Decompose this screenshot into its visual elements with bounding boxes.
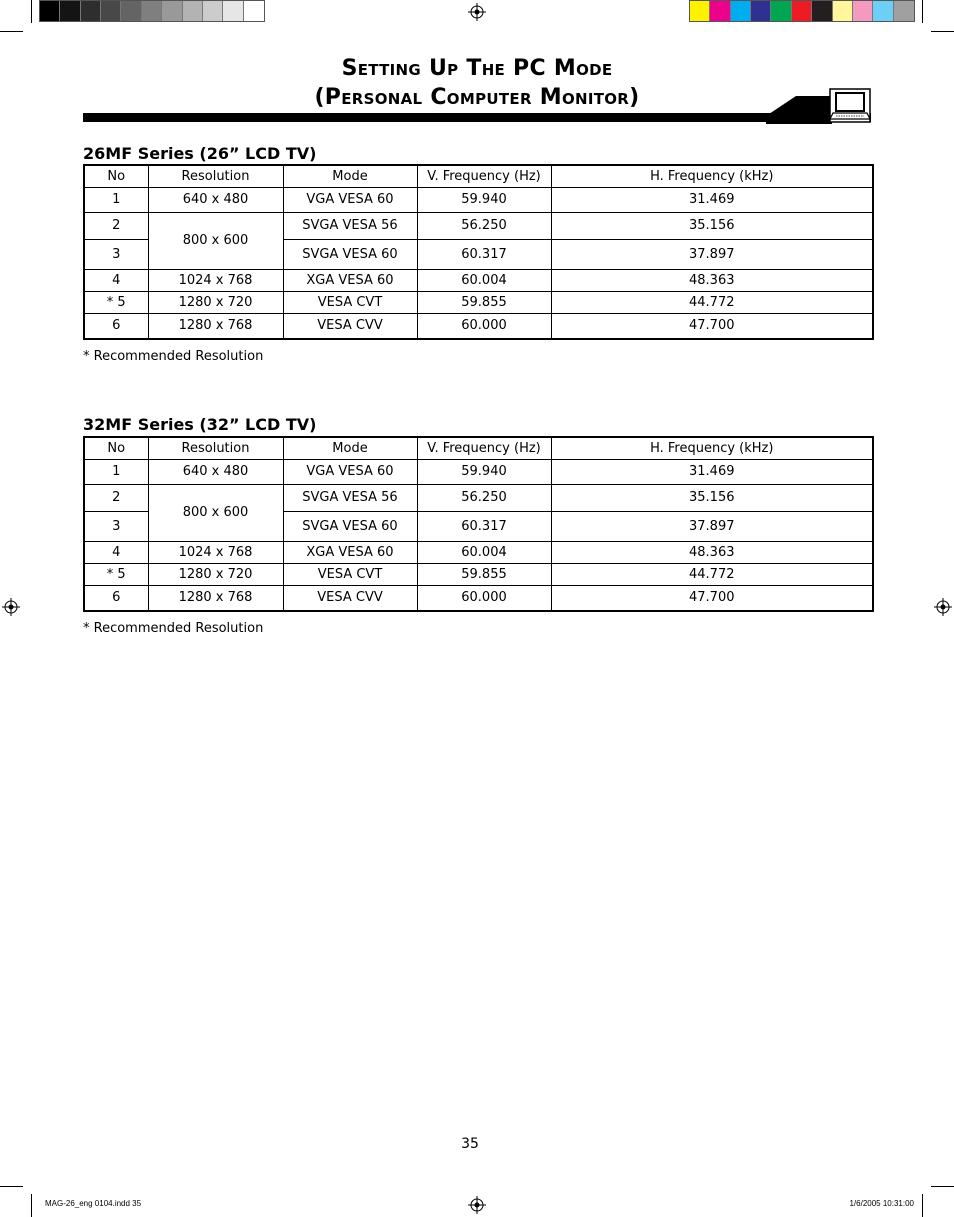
crop-mark <box>0 1186 23 1187</box>
color-swatch <box>81 1 101 21</box>
cell-resolution: 640 x 480 <box>148 459 283 484</box>
grayscale-calibration-bar <box>39 0 265 22</box>
cell-mode: VGA VESA 60 <box>283 187 417 212</box>
title-rule <box>83 113 871 122</box>
cell-mode: SVGA VESA 60 <box>283 511 417 541</box>
cell-mode: VESA CVV <box>283 313 417 339</box>
cell-mode: SVGA VESA 56 <box>283 212 417 239</box>
cell-no: 4 <box>84 269 148 291</box>
color-swatch <box>731 1 751 21</box>
cell-vfreq: 60.000 <box>417 313 551 339</box>
cell-no: 6 <box>84 585 148 611</box>
color-swatch <box>162 1 182 21</box>
crop-mark <box>922 1194 923 1217</box>
cell-vfreq: 60.004 <box>417 269 551 291</box>
registration-mark-icon <box>468 1196 486 1214</box>
crop-mark <box>931 31 954 32</box>
cell-resolution: 800 x 600 <box>148 484 283 541</box>
cell-mode: VESA CVT <box>283 563 417 585</box>
color-swatch <box>121 1 141 21</box>
color-swatch <box>853 1 873 21</box>
color-swatch <box>101 1 121 21</box>
registration-mark-icon <box>934 598 952 616</box>
column-header: Resolution <box>148 437 283 459</box>
page-subtitle: (Personal Computer Monitor) <box>314 85 640 110</box>
table-row <box>84 187 873 212</box>
cell-vfreq: 59.855 <box>417 291 551 313</box>
recommended-resolution-note: * Recommended Resolution <box>83 621 264 636</box>
color-swatch <box>203 1 223 21</box>
color-calibration-bar <box>689 0 915 22</box>
color-swatch <box>40 1 60 21</box>
table-row <box>84 563 873 585</box>
page-title: Setting Up The PC Mode <box>341 56 613 81</box>
cell-mode: XGA VESA 60 <box>283 541 417 563</box>
cell-no: 1 <box>84 187 148 212</box>
column-header: Resolution <box>148 165 283 187</box>
color-swatch <box>833 1 853 21</box>
cell-resolution: 1280 x 768 <box>148 585 283 611</box>
cell-mode: SVGA VESA 60 <box>283 239 417 269</box>
column-header: Mode <box>283 165 417 187</box>
table-row <box>84 541 873 563</box>
cell-no: 1 <box>84 459 148 484</box>
cell-resolution: 1280 x 768 <box>148 313 283 339</box>
pc-mode-table-32mf <box>83 436 874 612</box>
section-heading-32mf: 32MF Series (32” LCD TV) <box>83 415 317 434</box>
cell-no: 3 <box>84 511 148 541</box>
crop-mark <box>931 1186 954 1187</box>
pc-mode-table-26mf <box>83 164 874 340</box>
table-row <box>84 484 873 511</box>
cell-no: * 5 <box>84 563 148 585</box>
color-swatch <box>183 1 203 21</box>
cell-resolution: 1280 x 720 <box>148 291 283 313</box>
cell-hfreq: 47.700 <box>551 313 873 339</box>
color-swatch <box>244 1 264 21</box>
cell-no: 6 <box>84 313 148 339</box>
cell-mode: VESA CVV <box>283 585 417 611</box>
crop-mark <box>31 0 32 23</box>
cell-mode: SVGA VESA 56 <box>283 484 417 511</box>
color-swatch <box>894 1 914 21</box>
cell-mode: VESA CVT <box>283 291 417 313</box>
cell-hfreq: 35.156 <box>551 484 873 511</box>
cell-resolution: 1024 x 768 <box>148 269 283 291</box>
cell-hfreq: 35.156 <box>551 212 873 239</box>
cell-hfreq: 48.363 <box>551 541 873 563</box>
cell-mode: VGA VESA 60 <box>283 459 417 484</box>
cell-vfreq: 60.317 <box>417 239 551 269</box>
cell-no: 2 <box>84 212 148 239</box>
table-row <box>84 459 873 484</box>
cell-no: 4 <box>84 541 148 563</box>
crop-mark <box>0 31 23 32</box>
cell-vfreq: 56.250 <box>417 484 551 511</box>
cell-hfreq: 44.772 <box>551 291 873 313</box>
print-slug-date: 1/6/2005 10:31:00 <box>849 1199 914 1208</box>
crop-mark <box>31 1194 32 1217</box>
color-swatch <box>792 1 812 21</box>
page-number: 35 <box>461 1136 479 1152</box>
cell-hfreq: 37.897 <box>551 511 873 541</box>
cell-resolution: 640 x 480 <box>148 187 283 212</box>
table-row <box>84 313 873 339</box>
cell-no: 2 <box>84 484 148 511</box>
color-swatch <box>710 1 730 21</box>
print-slug-file: MAG-26_eng 0104.indd 35 <box>45 1199 142 1208</box>
color-swatch <box>60 1 80 21</box>
computer-monitor-icon <box>766 88 872 124</box>
registration-mark-icon <box>2 598 20 616</box>
cell-hfreq: 44.772 <box>551 563 873 585</box>
cell-vfreq: 60.317 <box>417 511 551 541</box>
cell-resolution: 800 x 600 <box>148 212 283 269</box>
section-heading-26mf: 26MF Series (26” LCD TV) <box>83 144 317 163</box>
crop-mark <box>922 0 923 23</box>
cell-hfreq: 47.700 <box>551 585 873 611</box>
cell-vfreq: 56.250 <box>417 212 551 239</box>
color-swatch <box>873 1 893 21</box>
color-swatch <box>771 1 791 21</box>
column-header: H. Frequency (kHz) <box>551 165 873 187</box>
cell-resolution: 1024 x 768 <box>148 541 283 563</box>
cell-vfreq: 60.000 <box>417 585 551 611</box>
color-swatch <box>751 1 771 21</box>
table-row <box>84 212 873 239</box>
column-header: No <box>84 437 148 459</box>
table-row <box>84 291 873 313</box>
cell-no: * 5 <box>84 291 148 313</box>
cell-mode: XGA VESA 60 <box>283 269 417 291</box>
table-header-row <box>84 437 873 459</box>
color-swatch <box>142 1 162 21</box>
table-row <box>84 585 873 611</box>
recommended-resolution-note: * Recommended Resolution <box>83 349 264 364</box>
cell-vfreq: 59.940 <box>417 187 551 212</box>
column-header: H. Frequency (kHz) <box>551 437 873 459</box>
cell-resolution: 1280 x 720 <box>148 563 283 585</box>
registration-mark-icon <box>468 3 486 21</box>
cell-vfreq: 59.855 <box>417 563 551 585</box>
cell-vfreq: 59.940 <box>417 459 551 484</box>
cell-hfreq: 31.469 <box>551 187 873 212</box>
color-swatch <box>690 1 710 21</box>
color-swatch <box>812 1 832 21</box>
column-header: Mode <box>283 437 417 459</box>
cell-hfreq: 31.469 <box>551 459 873 484</box>
column-header: V. Frequency (Hz) <box>417 165 551 187</box>
column-header: V. Frequency (Hz) <box>417 437 551 459</box>
cell-vfreq: 60.004 <box>417 541 551 563</box>
color-swatch <box>223 1 243 21</box>
cell-hfreq: 37.897 <box>551 239 873 269</box>
column-header: No <box>84 165 148 187</box>
table-header-row <box>84 165 873 187</box>
table-row <box>84 269 873 291</box>
cell-hfreq: 48.363 <box>551 269 873 291</box>
cell-no: 3 <box>84 239 148 269</box>
